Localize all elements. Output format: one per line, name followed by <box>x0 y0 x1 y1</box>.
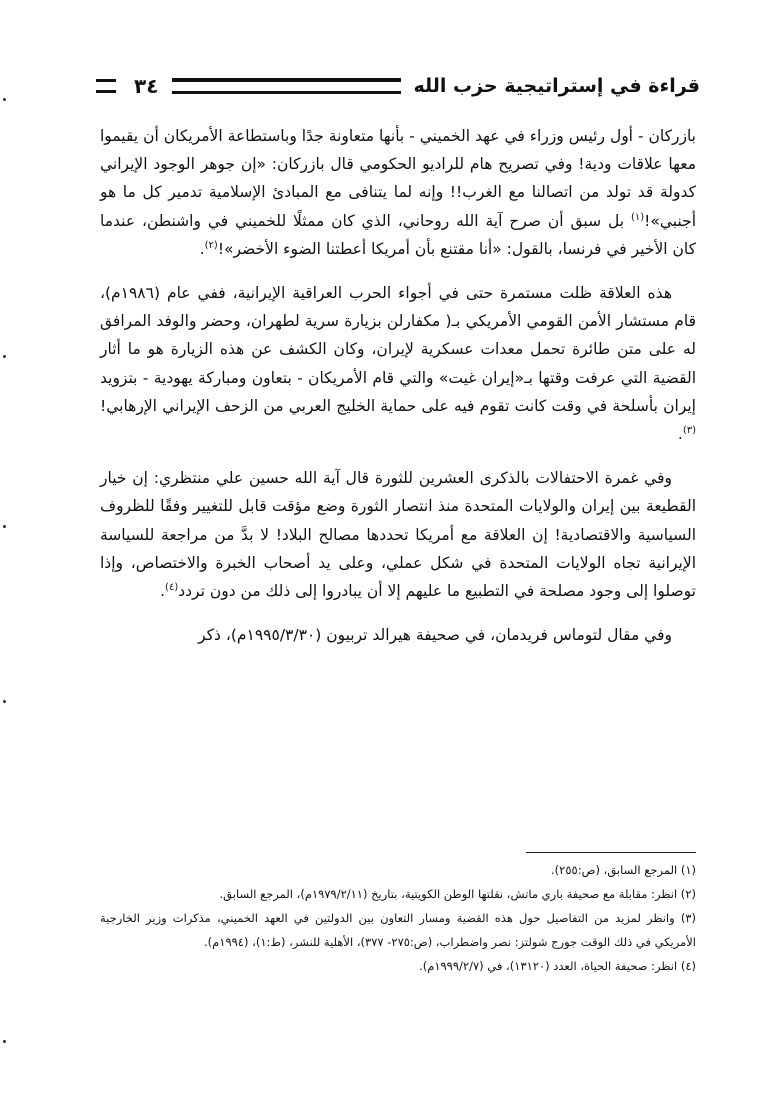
page-header <box>96 66 700 106</box>
footnote-divider <box>526 852 696 853</box>
paragraph: وفي مقال لتوماس فريدمان، في صحيفة هيرالد تربيون (١٩٩٥/٣/٣٠م)، ذكر <box>198 626 672 645</box>
scan-speck <box>3 525 6 528</box>
header-rule <box>172 78 401 94</box>
footnote: (١) المرجع السابق، (ص:٢٥٥). <box>551 863 696 877</box>
footnote-ref: (٣) <box>682 424 696 436</box>
footnote-ref: (٤) <box>165 581 179 593</box>
scan-speck <box>3 98 6 101</box>
footnote: (٢) انظر: مقابلة مع صحيفة باري ماتش، نقلتها الوطن الكويتية، بتاريخ (١٩٧٩/٢/١١م)، المرجع السابق. <box>219 887 696 901</box>
header-ornament <box>96 79 116 93</box>
running-title: قراءة في إستراتيجية حزب الله <box>413 75 700 97</box>
scan-speck <box>3 1040 6 1043</box>
footnote: (٤) انظر: صحيفة الحياة، العدد (١٣١٢٠)، في (١٩٩٩/٢/٧م). <box>419 959 696 973</box>
footnote-ref: (٢) <box>204 239 218 251</box>
paragraph: هذه العلاقة ظلت مستمرة حتى في أجواء الحرب العراقية الإيرانية، ففي عام (١٩٨٦م)، قام مستشار الأمن القومي الأمريكي بـ( مكفارلن بزيارة سرية لطهران، وحضر والوفد المرافق له على متن طائرة تحمل معدات عسكرية لإيران، وكان الكشف عن هذه الزيارة هو ما أثار القضية التي عرفت وقتها بـ«إيران غيت» والتي قام الأمريكان - بتعاون ومباركة يهودية - بتزويد إيران بأسلحة في وقت كانت تقوم فيه على حماية الخليج العربي من الزحف الإيراني الإرهابي!$^{(٣)}$. <box>100 284 696 444</box>
paragraph: بازركان - أول رئيس وزراء في عهد الخميني - بأنها متعاونة جدًا وباستطاعة الأمريكان أن يقيموا معها علاقات ودية! وفي تصريح هام للراديو الحكومي قال بازركان: «إن جوهر الوجود الإيراني كدولة قد تولد من اتصالنا مع الغرب!! وإنه لما يتنافى مع المبادئ الإسلامية تدمير كل ما هو أجنبي»!$^{(١)}$ بل سبق أن صرح آية الله روحاني، الذي كان ممثلًا للخميني في واشنطن، عندما كان الأخير في فرنسا، بالقول: «أنا مقتنع بأن أمريكا أعطتنا الضوء الأخضر»!$^{(٢)}$. <box>100 127 696 258</box>
footnotes <box>100 858 696 978</box>
page-number: ٣٤ <box>134 74 159 98</box>
scan-speck <box>3 355 6 358</box>
body-text <box>100 122 696 649</box>
scan-speck <box>3 700 6 703</box>
footnote-ref: (١) <box>630 211 645 223</box>
footnote: (٣) وانظر لمزيد من التفاصيل حول هذه القضية ومسار التعاون بين الدولتين في العهد الخميني، مذكرات وزير الخارجية الأمريكي في ذلك الوقت جورج شولتز: نصر واضطراب، (ص:٢٧٥- ٣٧٧)، الأهلية للنشر، (ط:١)، (١٩٩٤م). <box>100 911 696 949</box>
paragraph: وفي غمرة الاحتفالات بالذكرى العشرين للثورة قال آية الله حسين علي منتظري: إن خيار القطيعة بين إيران والولايات المتحدة منذ انتصار الثورة وضع مؤقت قابل للتغيير وفقًا للظروف السياسية والاقتصادية! إن العلاقة مع أمريكا تحددها مصالح البلاد! لا بدَّ من مراجعة للسياسة الإيرانية تجاه الولايات المتحدة في شكل عملي، وعلى يد أصحاب الخبرة والاختصاص، وإذا توصلوا إلى وجود مصلحة في التطبيع ما عليهم إلا أن يبادروا إلى ذلك من دون تردد$^{(٤)}$. <box>100 469 696 601</box>
